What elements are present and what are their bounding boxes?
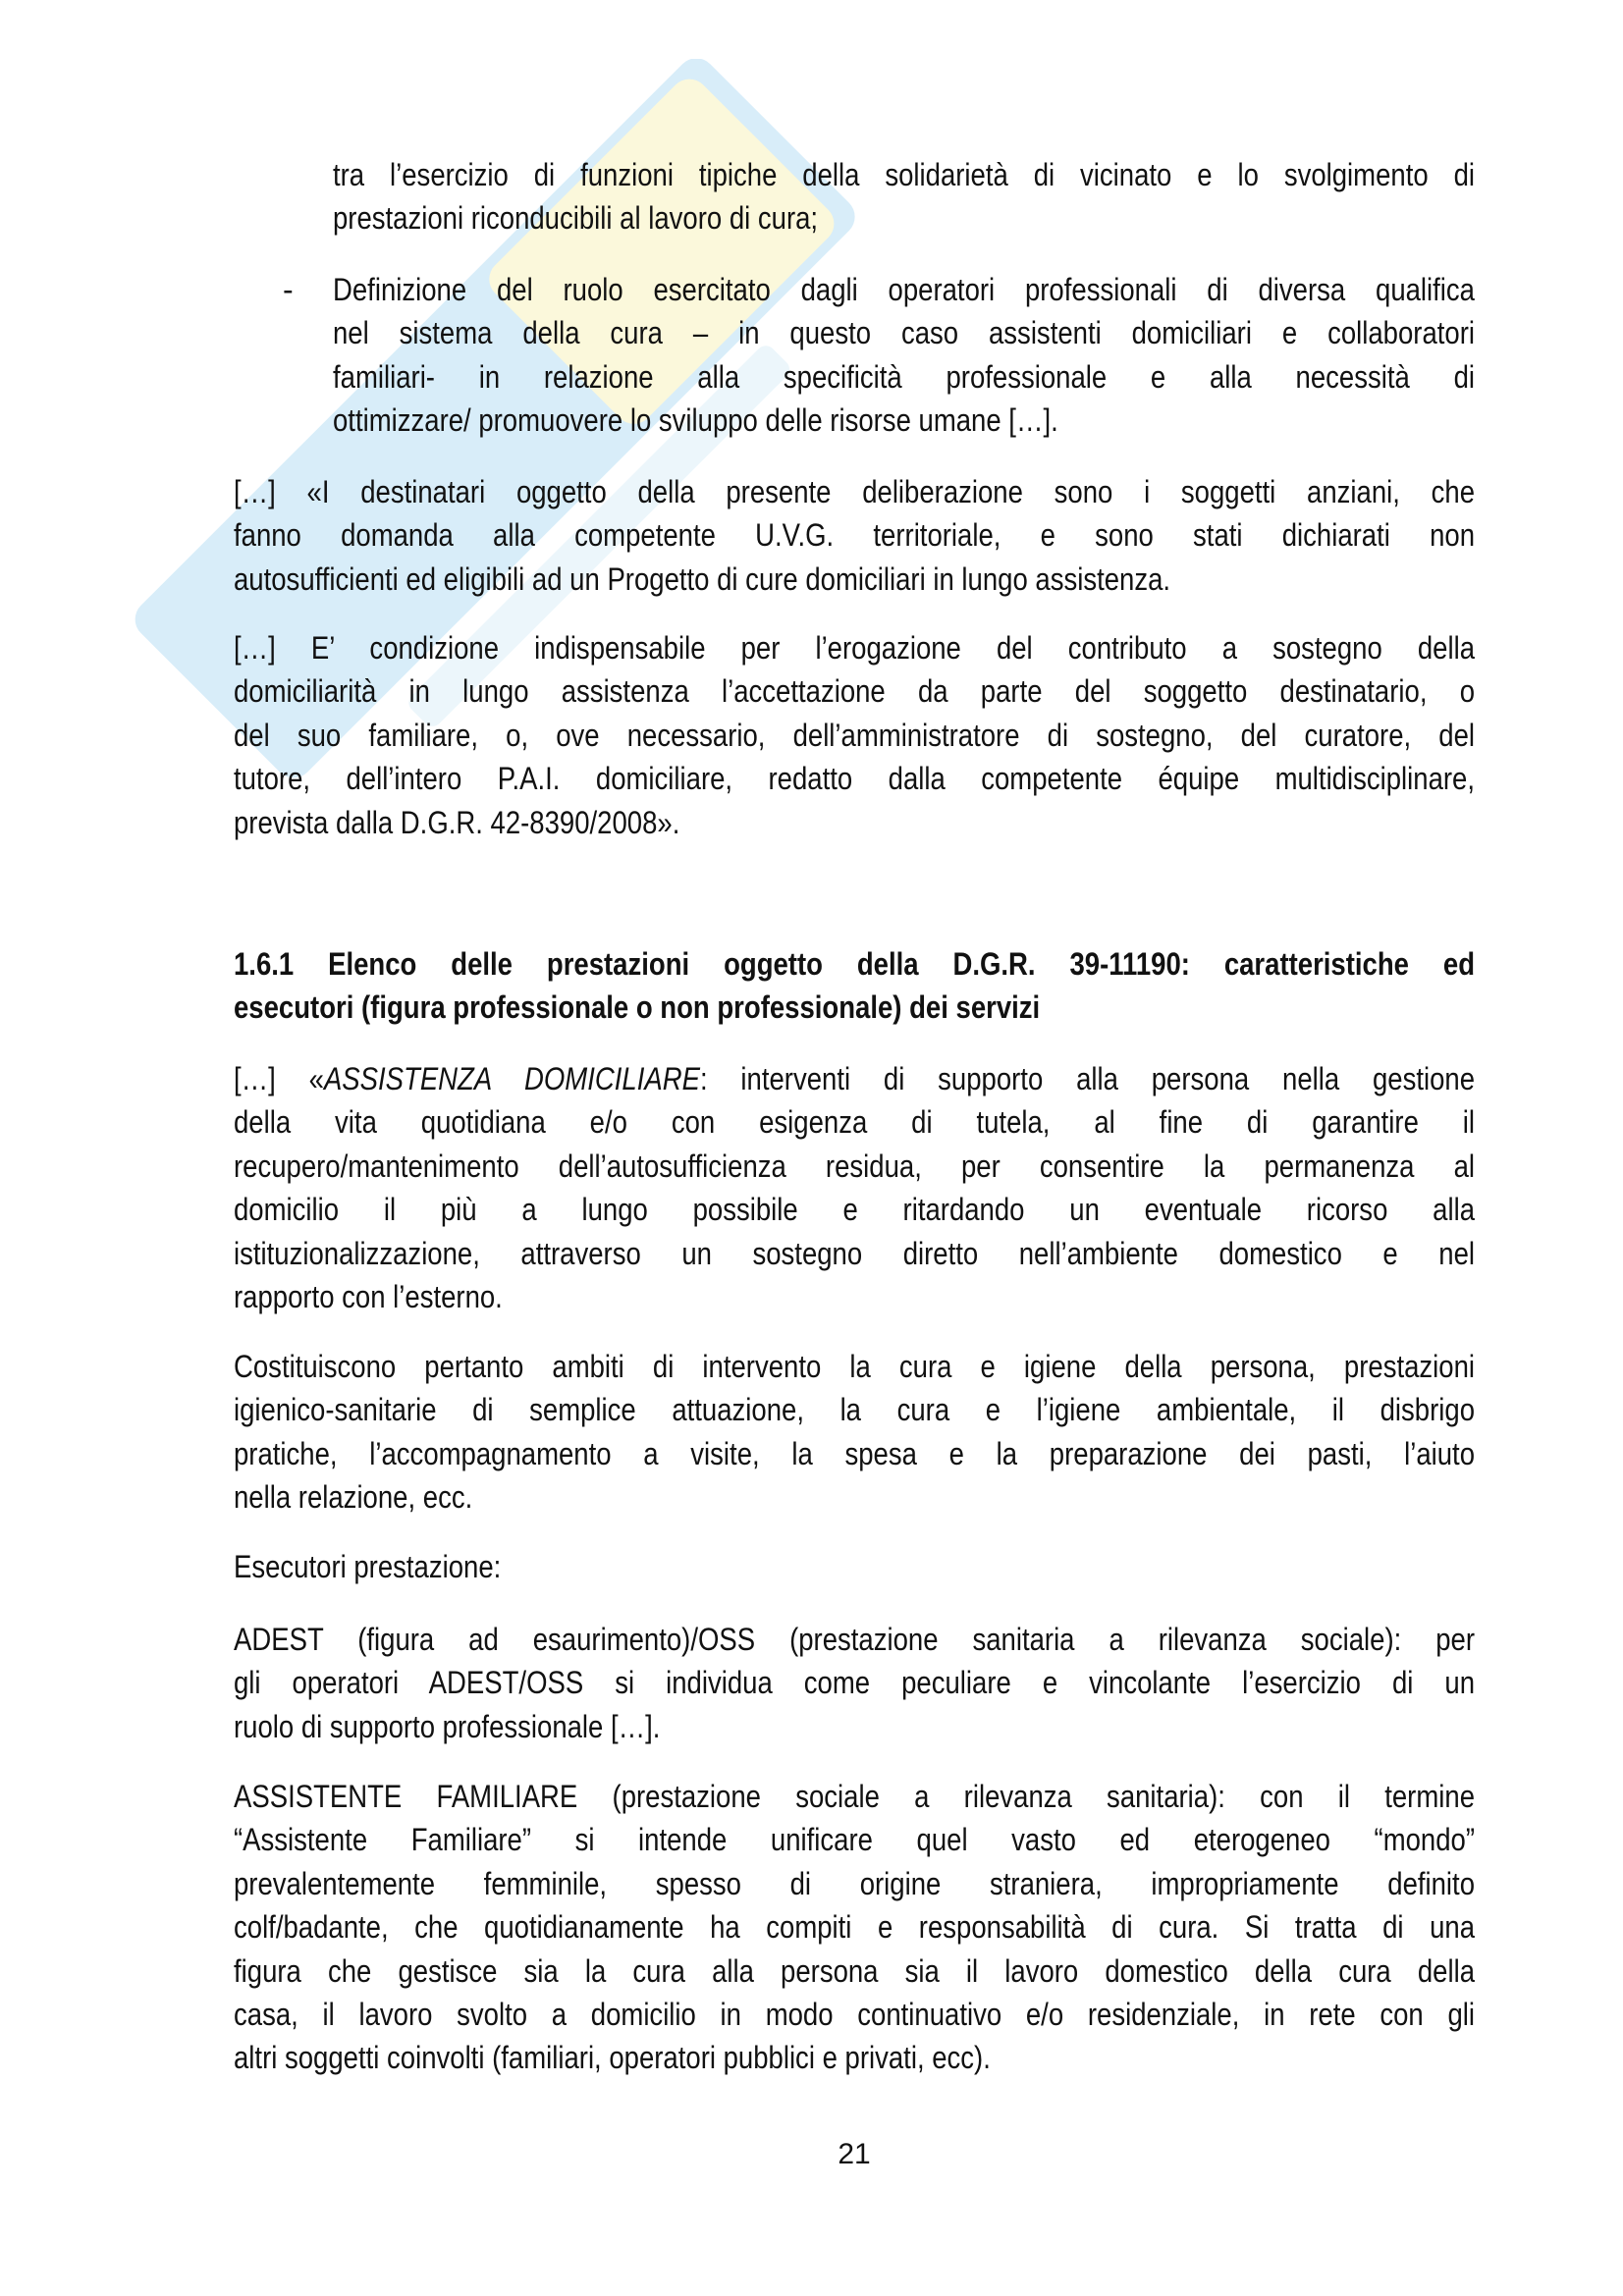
- text-line: tra l’esercizio di funzioni tipiche della solidarietà di vicinato e lo svolgimento di: [333, 157, 1475, 192]
- italic-term: ASSISTENZA DOMICILIARE: [323, 1061, 700, 1096]
- text-line: [234, 1057, 1475, 1100]
- p-continuation: [333, 153, 1475, 240]
- text-line: Costituiscono pertanto ambiti di intervento la cura e igiene della persona, prestazioni: [234, 1349, 1475, 1384]
- text-line: domicilio il più a lungo possibile e ritardando un eventuale ricorso alla: [234, 1192, 1475, 1228]
- text-line: “Assistente Familiare” si intende unificare quel vasto ed eterogeneo “mondo”: [234, 1822, 1475, 1858]
- p-assistenza-domiciliare: [234, 1057, 1475, 1318]
- p-costituiscono: [234, 1345, 1475, 1520]
- text-line: 1.6.1 Elenco delle prestazioni oggetto della D.G.R. 39-11190: caratteristiche ed: [234, 946, 1475, 982]
- text-line: figura che gestisce sia la cura alla persona sia il lavoro domestico della cura della: [234, 1952, 1475, 1989]
- text-line: tutore, dell’intero P.A.I. domiciliare, redatto dalla competente équipe multidisciplinare,: [234, 761, 1475, 797]
- text-line: Esecutori prestazione:: [234, 1549, 502, 1584]
- text-line: igienico-sanitarie di semplice attuazione, la cura e l’igiene ambientale, il disbrigo: [234, 1392, 1475, 1428]
- text-line: prevista dalla D.G.R. 42-8390/2008».: [234, 804, 680, 840]
- p-destinatari: [234, 470, 1475, 601]
- text-line: rapporto con l’esterno.: [234, 1278, 503, 1314]
- text-line: altri soggetti coinvolti (familiari, operatori pubblici e privati, ecc).: [234, 2040, 991, 2076]
- text-line: gli operatori ADEST/OSS si individua come peculiare e vincolante l’esercizio di un: [234, 1665, 1475, 1701]
- page-number: 21: [838, 2138, 871, 2170]
- text-line: autosufficienti ed eligibili ad un Progetto di cure domiciliari in lungo assistenza.: [234, 561, 1171, 597]
- p-bullet-definizione: [333, 268, 1475, 443]
- text-line: ASSISTENTE FAMILIARE (prestazione sociale a rilevanza sanitaria): con il termine: [234, 1779, 1475, 1814]
- text-line: Definizione del ruolo esercitato dagli operatori professionali di diversa qualifica: [333, 272, 1475, 307]
- text-line: nel sistema della cura – in questo caso assistenti domiciliari e collaboratori: [333, 315, 1475, 351]
- bullet-dash: -: [283, 272, 294, 307]
- text-line: fanno domanda alla competente U.V.G. territoriale, e sono stati dichiarati non: [234, 517, 1475, 554]
- text-line: istituzionalizzazione, attraverso un sostegno diretto nell’ambiente domestico e nel: [234, 1235, 1475, 1271]
- text-line: recupero/mantenimento dell’autosufficienza residua, per consentire la permanenza al: [234, 1148, 1475, 1184]
- text-line: del suo familiare, o, ove necessario, dell’amministratore di sostegno, del curatore, del: [234, 717, 1475, 753]
- text-line: ADEST (figura ad esaurimento)/OSS (prestazione sanitaria a rilevanza sociale): per: [234, 1622, 1475, 1657]
- text-line: […] E’ condizione indispensabile per l’erogazione del contributo a sostegno della: [234, 630, 1475, 666]
- p-assistente-familiare: [234, 1775, 1475, 2080]
- section-heading: [234, 942, 1475, 1030]
- p-adest: [234, 1618, 1475, 1748]
- text-line: esecutori (figura professionale o non professionale) dei servizi: [234, 989, 1041, 1026]
- text-line: casa, il lavoro svolto a domicilio in modo continuativo e/o residenziale, in rete con gli: [234, 1996, 1475, 2032]
- text-line: colf/badante, che quotidianamente ha compiti e responsabilità di cura. Si tratta di una: [234, 1909, 1475, 1946]
- text-line: nella relazione, ecc.: [234, 1479, 473, 1516]
- text-line: domiciliarità in lungo assistenza l’accettazione da parte del soggetto destinatario, o: [234, 673, 1475, 710]
- p-esecutori: [234, 1545, 1475, 1588]
- text-line: della vita quotidiana e/o con esigenza di tutela, al fine di garantire il: [234, 1104, 1475, 1141]
- text-segment: […] «: [234, 1061, 324, 1096]
- text-line: ottimizzare/ promuovere lo sviluppo delle risorse umane […].: [333, 402, 1058, 439]
- p-condizione: [234, 626, 1475, 844]
- text-line: […] «I destinatari oggetto della presente deliberazione sono i soggetti anziani, che: [234, 474, 1475, 509]
- text-line: familiari- in relazione alla specificità professionale e alla necessità di: [333, 358, 1475, 395]
- text-line: prestazioni riconducibili al lavoro di cura;: [333, 200, 819, 237]
- text-line: ruolo di supporto professionale […].: [234, 1708, 661, 1744]
- text-segment: : interventi di supporto alla persona nella gestione: [699, 1061, 1476, 1096]
- text-line: pratiche, l’accompagnamento a visite, la spesa e la preparazione dei pasti, l’aiuto: [234, 1435, 1475, 1471]
- text-line: prevalentemente femminile, spesso di origine straniera, impropriamente definito: [234, 1865, 1475, 1901]
